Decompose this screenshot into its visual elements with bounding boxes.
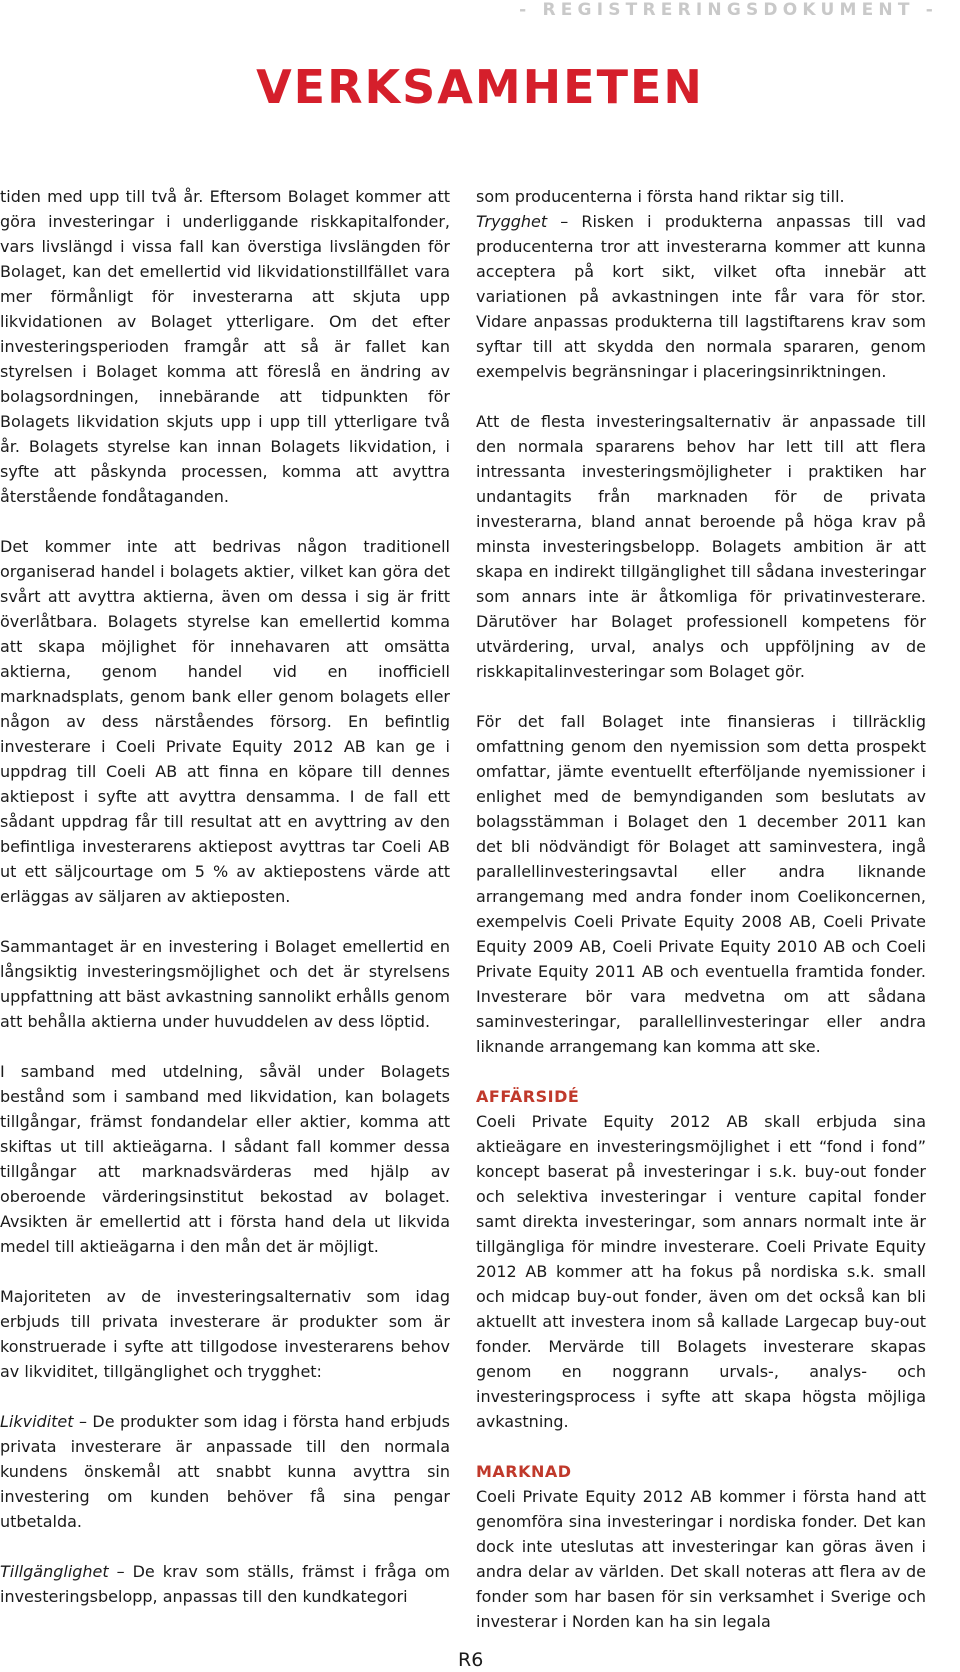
- paragraph-market: Coeli Private Equity 2012 AB kommer i första hand att genomföra sina investeringar i nordiska fonder. Det kan dock inte uteslutas att investeringar kan göras även i andra delar av världen. Det skall noteras att flera av de fonder som har basen för sin verksamhet i Sverige och investerar i Norden kan ha sin legala: [476, 1487, 926, 1631]
- term-security: Trygghet: [476, 212, 548, 231]
- page-title: VERKSAMHETEN: [256, 60, 704, 114]
- page-number: R6: [458, 1649, 484, 1671]
- paragraph-accessibility: [0, 1559, 450, 1609]
- document-type-label: - REGISTRERINGSDOKUMENT -: [519, 0, 938, 20]
- paragraph-co-investment: För det fall Bolaget inte finansieras i tillräcklig omfattning genom den nyemission som detta prospekt omfattar, jämte eventuellt efterföljande nyemissioner i enlighet med de bemyndiganden som beslutats av bolagsstämman i Bolaget den 1 december 2011 kan det bli nödvändigt för Bolaget att saminvestera, ingå parallellinvesteringsavtal eller andra liknande arrangemang med andra fonder inom Coelikoncernen, exempelvis Coeli Private Equity 2008 AB, Coeli Private Equity 2009 AB, Coeli Private Equity 2010 AB och Coeli Private Equity 2011 AB och eventuella framtida fonder. Investerare bör vara medvetna om att sådana saminvesteringar, parallellinvesteringar eller andra liknande arrangemang kan komma att ske.: [476, 712, 926, 1056]
- paragraph-continuation: som producenterna i första hand riktar sig till.: [476, 187, 845, 206]
- paragraph-long-term: Sammantaget är en investering i Bolaget emellertid en långsiktig investeringsmöjlighet och det är styrelsens uppfattning att bäst avkastning sannolikt erhålls genom att behålla aktierna under huvuddelen av dess löptid.: [0, 937, 450, 1031]
- paragraph-business-idea: Coeli Private Equity 2012 AB skall erbjuda sina aktieägare en investeringsmöjlighet i ett “fond i fond” koncept baserat på investeringar i s.k. buy-out fonder och selektiva investeringar i venture capital fonder samt direkta investeringar, som annars normalt inte är tillgängliga för mindre investerare. Coeli Private Equity 2012 AB kommer att ha fokus på nordiska s.k. small och midcap buy-out fonder, även om det också kan bli aktuellt att investera inom så kallade Largecap buy-out fonder. Mervärde till Bolagets investerare skapas genom en noggrann urvals-, analys- och investeringsprocess i syfte att skapa högsta möjliga avkastning.: [476, 1112, 926, 1431]
- left-column: [0, 184, 450, 1609]
- paragraph-investment-alternatives: Att de flesta investeringsalternativ är anpassade till den normala spararens behov har lett till att flera intressanta investeringsmöjligheter i praktiken har undantagits från marknaden för de privata investerarna, bland annat beroende på höga krav på minsta investeringsbelopp. Bolagets ambition är att skapa en indirekt tillgänglighet till sådana investeringar som annars inte är åtkomliga för privatinvesterare. Därutöver har Bolaget professionell kompetens för utvärdering, urval, analys och uppföljning av de riskkapitalinvesteringar som Bolaget gör.: [476, 412, 926, 681]
- paragraph-trading: Det kommer inte att bedrivas någon traditionell organiserad handel i bolagets aktier, vilket kan göra det svårt att avyttra aktierna, även om dessa i sig är fritt överlåtbara. Bolagets styrelse kan emellertid komma att skapa möjlighet för innehavaren att omsätta aktierna, genom handel vid en inofficiell marknadsplats, genom bank eller genom bolagets eller någon av dess närståendes försorg. En befintlig investerare i Coeli Private Equity 2012 AB kan ge i uppdrag till Coeli AB att finna en köpare till dennes aktiepost i syfte att avyttra densamma. I de fall ett sådant uppdrag får till resultat att en avyttring av den befintliga investerarens aktiepost avyttras tar Coeli AB ut ett säljcourtage om 5 % av aktiepostens värde att erläggas av säljaren av aktieposten.: [0, 537, 450, 906]
- right-column: [476, 184, 926, 1634]
- heading-business-idea: AFFÄRSIDÉ: [476, 1087, 580, 1106]
- heading-market: MARKNAD: [476, 1462, 572, 1481]
- paragraph-security: [476, 209, 926, 384]
- text-liquidity: – De produkter som idag i första hand erbjuds privata investerare är anpassade till den normala kundens önskemål att snabbt kunna avyttra sin investering om kunden behöver få sina pengar utbetalda.: [0, 1412, 450, 1531]
- text-security: – Risken i produkterna anpassas till vad producenterna tror att investerarna kommer att kunna acceptera på kort sikt, vilket ofta innebär att variationen på avkastningen inte får vara för stor. Vidare anpassas produkterna till lagstiftarens krav som syftar till att skydda den normala spararen, genom exempelvis begränsningar i placeringsinriktningen.: [476, 212, 926, 381]
- paragraph-liquidation: tiden med upp till två år. Eftersom Bolaget kommer att göra investeringar i underliggande riskkapitalfonder, vars livslängd i vissa fall kan överstiga livslängden för Bolaget, kan det emellertid vid likvidationstillfället vara mer förmånligt för investerarna att skjuta upp likvidationen av Bolaget ytterligare. Om det efter investeringsperioden framgår att så är fallet kan styrelsen i Bolaget komma att föreslå en ändring av bolagsordningen, innebärande att tidpunkten för Bolagets likvidation skjuts upp i upp till ytterligare två år. Bolagets styrelse kan innan Bolagets likvidation, i syfte att påskynda processen, komma att avyttra återstående fondåtaganden.: [0, 187, 450, 506]
- term-accessibility: Tillgänglighet: [0, 1562, 109, 1581]
- text-accessibility: – De krav som ställs, främst i fråga om investeringsbelopp, anpassas till den kundkategori: [0, 1562, 450, 1606]
- paragraph-liquidity: [0, 1409, 450, 1534]
- paragraph-majority: Majoriteten av de investeringsalternativ som idag erbjuds till privata investerare är produkter som är konstruerade i syfte att tillgodose investerarens behov av likviditet, tillgänglighet och trygghet:: [0, 1287, 450, 1381]
- paragraph-dividend: I samband med utdelning, såväl under Bolagets bestånd som i samband med likvidation, kan bolagets tillgångar, främst fondandelar eller aktier, komma att skiftas ut till aktieägarna. I sådant fall kommer dessa tillgångar att marknadsvärderas med hjälp av oberoende värderingsinstitut bekostad av bolaget. Avsikten är emellertid att i första hand dela ut likvida medel till aktieägarna i den mån det är möjligt.: [0, 1062, 450, 1256]
- term-liquidity: Likviditet: [0, 1412, 74, 1431]
